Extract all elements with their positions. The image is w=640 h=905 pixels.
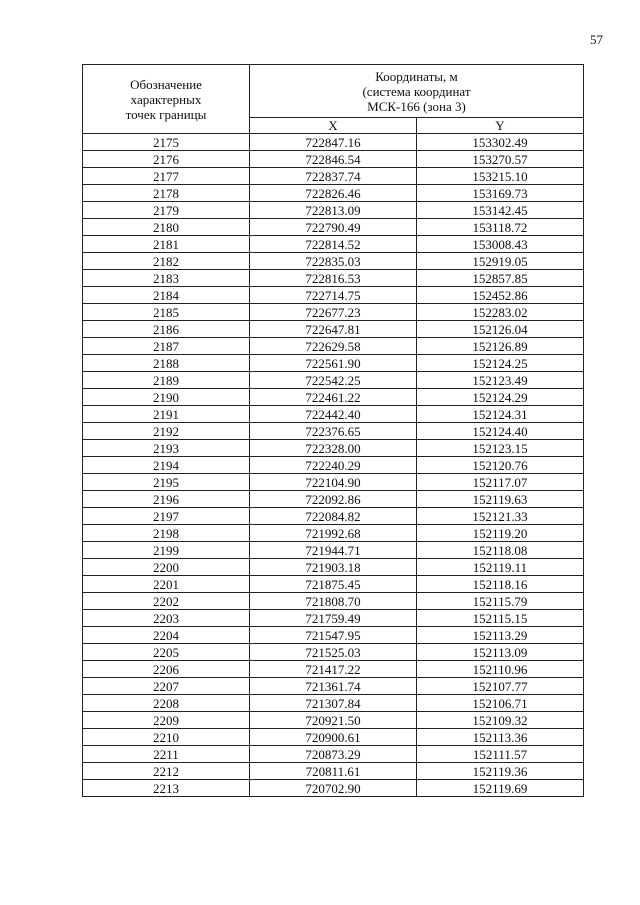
table-body: [83, 134, 584, 797]
table-row: [83, 491, 584, 508]
y-coordinate-cell: 152121.33: [417, 508, 584, 525]
point-id-cell: 2188: [83, 355, 250, 372]
point-id-cell: 2213: [83, 780, 250, 797]
y-coordinate-cell: 152107.77: [417, 678, 584, 695]
x-coordinate-cell: 722084.82: [250, 508, 417, 525]
x-coordinate-cell: 721525.03: [250, 644, 417, 661]
y-coordinate-cell: 152115.15: [417, 610, 584, 627]
point-id-cell: 2180: [83, 219, 250, 236]
table-row: [83, 678, 584, 695]
y-coordinate-cell: 152119.63: [417, 491, 584, 508]
table-row: [83, 474, 584, 491]
x-coordinate-cell: 722647.81: [250, 321, 417, 338]
point-id-cell: 2210: [83, 729, 250, 746]
x-column-header: X: [250, 118, 417, 134]
y-coordinate-cell: 153169.73: [417, 185, 584, 202]
table-row: [83, 746, 584, 763]
x-coordinate-cell: 722461.22: [250, 389, 417, 406]
x-coordinate-cell: 721808.70: [250, 593, 417, 610]
table-row: [83, 780, 584, 797]
x-coordinate-cell: 721417.22: [250, 661, 417, 678]
point-id-cell: 2202: [83, 593, 250, 610]
x-coordinate-cell: 722542.25: [250, 372, 417, 389]
x-coordinate-cell: 722104.90: [250, 474, 417, 491]
x-coordinate-cell: 722816.53: [250, 270, 417, 287]
y-coordinate-cell: 152124.40: [417, 423, 584, 440]
x-coordinate-cell: 722835.03: [250, 253, 417, 270]
x-coordinate-cell: 720873.29: [250, 746, 417, 763]
y-coordinate-cell: 152118.16: [417, 576, 584, 593]
x-coordinate-cell: 720900.61: [250, 729, 417, 746]
point-header-line: Обозначение: [130, 76, 202, 92]
point-id-cell: 2208: [83, 695, 250, 712]
x-coordinate-cell: 721875.45: [250, 576, 417, 593]
point-header-line: точек границы: [125, 106, 207, 122]
table-row: [83, 525, 584, 542]
x-coordinate-cell: 722442.40: [250, 406, 417, 423]
point-id-cell: 2211: [83, 746, 250, 763]
y-coordinate-cell: 153008.43: [417, 236, 584, 253]
y-coordinate-cell: 152857.85: [417, 270, 584, 287]
point-id-cell: 2187: [83, 338, 250, 355]
table-row: [83, 372, 584, 389]
y-coordinate-cell: 152124.31: [417, 406, 584, 423]
x-coordinate-cell: 720921.50: [250, 712, 417, 729]
point-id-cell: 2195: [83, 474, 250, 491]
coordinates-table: [82, 64, 584, 797]
y-coordinate-cell: 152283.02: [417, 304, 584, 321]
table-row: [83, 338, 584, 355]
point-id-cell: 2192: [83, 423, 250, 440]
point-id-cell: 2197: [83, 508, 250, 525]
point-id-cell: 2196: [83, 491, 250, 508]
x-coordinate-cell: 721547.95: [250, 627, 417, 644]
table-row: [83, 457, 584, 474]
y-coordinate-cell: 152106.71: [417, 695, 584, 712]
table-row: [83, 508, 584, 525]
point-id-cell: 2203: [83, 610, 250, 627]
point-id-cell: 2212: [83, 763, 250, 780]
point-id-cell: 2194: [83, 457, 250, 474]
coordinates-header-line: Координаты, м: [375, 68, 458, 84]
table-row: [83, 729, 584, 746]
y-coordinate-cell: 152117.07: [417, 474, 584, 491]
table-row: [83, 423, 584, 440]
x-coordinate-cell: 722328.00: [250, 440, 417, 457]
y-coordinate-cell: 152113.36: [417, 729, 584, 746]
x-coordinate-cell: 722677.23: [250, 304, 417, 321]
x-coordinate-cell: 722714.75: [250, 287, 417, 304]
table-row: [83, 168, 584, 185]
point-id-cell: 2206: [83, 661, 250, 678]
y-column-header: Y: [417, 118, 584, 134]
x-coordinate-cell: 721307.84: [250, 695, 417, 712]
y-coordinate-cell: 152120.76: [417, 457, 584, 474]
point-id-cell: 2193: [83, 440, 250, 457]
table-row: [83, 134, 584, 151]
y-coordinate-cell: 152119.36: [417, 763, 584, 780]
x-coordinate-cell: 722837.74: [250, 168, 417, 185]
x-coordinate-cell: 720811.61: [250, 763, 417, 780]
y-coordinate-cell: 153270.57: [417, 151, 584, 168]
x-coordinate-cell: 722814.52: [250, 236, 417, 253]
table-row: [83, 610, 584, 627]
point-id-cell: 2184: [83, 287, 250, 304]
point-column-header: [83, 65, 250, 134]
point-id-cell: 2199: [83, 542, 250, 559]
table-row: [83, 406, 584, 423]
y-coordinate-cell: 152119.20: [417, 525, 584, 542]
table-row: [83, 270, 584, 287]
table-row: [83, 593, 584, 610]
y-coordinate-cell: 153215.10: [417, 168, 584, 185]
table-row: [83, 712, 584, 729]
point-id-cell: 2200: [83, 559, 250, 576]
y-coordinate-cell: 152124.29: [417, 389, 584, 406]
x-coordinate-cell: 721903.18: [250, 559, 417, 576]
x-coordinate-cell: 722376.65: [250, 423, 417, 440]
y-coordinate-cell: 152126.04: [417, 321, 584, 338]
x-coordinate-cell: 721361.74: [250, 678, 417, 695]
x-coordinate-cell: 722629.58: [250, 338, 417, 355]
table-row: [83, 355, 584, 372]
table-row: [83, 440, 584, 457]
table-row: [83, 576, 584, 593]
y-coordinate-cell: 152126.89: [417, 338, 584, 355]
table-row: [83, 627, 584, 644]
x-coordinate-cell: 722561.90: [250, 355, 417, 372]
point-id-cell: 2177: [83, 168, 250, 185]
table-row: [83, 559, 584, 576]
y-coordinate-cell: 152109.32: [417, 712, 584, 729]
point-id-cell: 2175: [83, 134, 250, 151]
y-coordinate-cell: 152115.79: [417, 593, 584, 610]
y-coordinate-cell: 152111.57: [417, 746, 584, 763]
coordinates-header-line: МСК-166 (зона 3): [367, 98, 466, 114]
table-row: [83, 644, 584, 661]
point-id-cell: 2191: [83, 406, 250, 423]
y-coordinate-cell: 152123.49: [417, 372, 584, 389]
point-id-cell: 2181: [83, 236, 250, 253]
point-id-cell: 2179: [83, 202, 250, 219]
y-coordinate-cell: 152110.96: [417, 661, 584, 678]
table-row: [83, 304, 584, 321]
table-row: [83, 695, 584, 712]
x-coordinate-cell: 721759.49: [250, 610, 417, 627]
table-row: [83, 236, 584, 253]
table-row: [83, 661, 584, 678]
table-row: [83, 185, 584, 202]
table-header-row: [83, 65, 584, 118]
x-coordinate-cell: 721944.71: [250, 542, 417, 559]
point-id-cell: 2189: [83, 372, 250, 389]
y-coordinate-cell: 152452.86: [417, 287, 584, 304]
point-id-cell: 2204: [83, 627, 250, 644]
point-id-cell: 2205: [83, 644, 250, 661]
x-coordinate-cell: 721992.68: [250, 525, 417, 542]
table-row: [83, 389, 584, 406]
x-coordinate-cell: 722813.09: [250, 202, 417, 219]
coordinates-header-line: (система координат: [362, 83, 471, 99]
table-row: [83, 202, 584, 219]
y-coordinate-cell: 152123.15: [417, 440, 584, 457]
y-coordinate-cell: 153142.45: [417, 202, 584, 219]
y-coordinate-cell: 152119.11: [417, 559, 584, 576]
x-coordinate-cell: 722092.86: [250, 491, 417, 508]
point-id-cell: 2207: [83, 678, 250, 695]
table-row: [83, 253, 584, 270]
y-coordinate-cell: 153302.49: [417, 134, 584, 151]
point-id-cell: 2185: [83, 304, 250, 321]
point-header-line: характерных: [130, 91, 202, 107]
x-coordinate-cell: 722826.46: [250, 185, 417, 202]
y-coordinate-cell: 152124.25: [417, 355, 584, 372]
x-coordinate-cell: 722846.54: [250, 151, 417, 168]
table-row: [83, 151, 584, 168]
point-id-cell: 2182: [83, 253, 250, 270]
coordinates-column-header: [250, 65, 584, 118]
x-coordinate-cell: 720702.90: [250, 780, 417, 797]
point-id-cell: 2190: [83, 389, 250, 406]
y-coordinate-cell: 152118.08: [417, 542, 584, 559]
point-id-cell: 2201: [83, 576, 250, 593]
table-row: [83, 763, 584, 780]
point-id-cell: 2186: [83, 321, 250, 338]
y-coordinate-cell: 153118.72: [417, 219, 584, 236]
table-row: [83, 219, 584, 236]
x-coordinate-cell: 722240.29: [250, 457, 417, 474]
y-coordinate-cell: 152113.09: [417, 644, 584, 661]
point-id-cell: 2198: [83, 525, 250, 542]
y-coordinate-cell: 152119.69: [417, 780, 584, 797]
point-id-cell: 2183: [83, 270, 250, 287]
x-coordinate-cell: 722847.16: [250, 134, 417, 151]
page-number: 57: [590, 32, 603, 47]
table-row: [83, 321, 584, 338]
table-row: [83, 287, 584, 304]
point-id-cell: 2176: [83, 151, 250, 168]
y-coordinate-cell: 152919.05: [417, 253, 584, 270]
x-coordinate-cell: 722790.49: [250, 219, 417, 236]
table-row: [83, 542, 584, 559]
point-id-cell: 2178: [83, 185, 250, 202]
y-coordinate-cell: 152113.29: [417, 627, 584, 644]
point-id-cell: 2209: [83, 712, 250, 729]
